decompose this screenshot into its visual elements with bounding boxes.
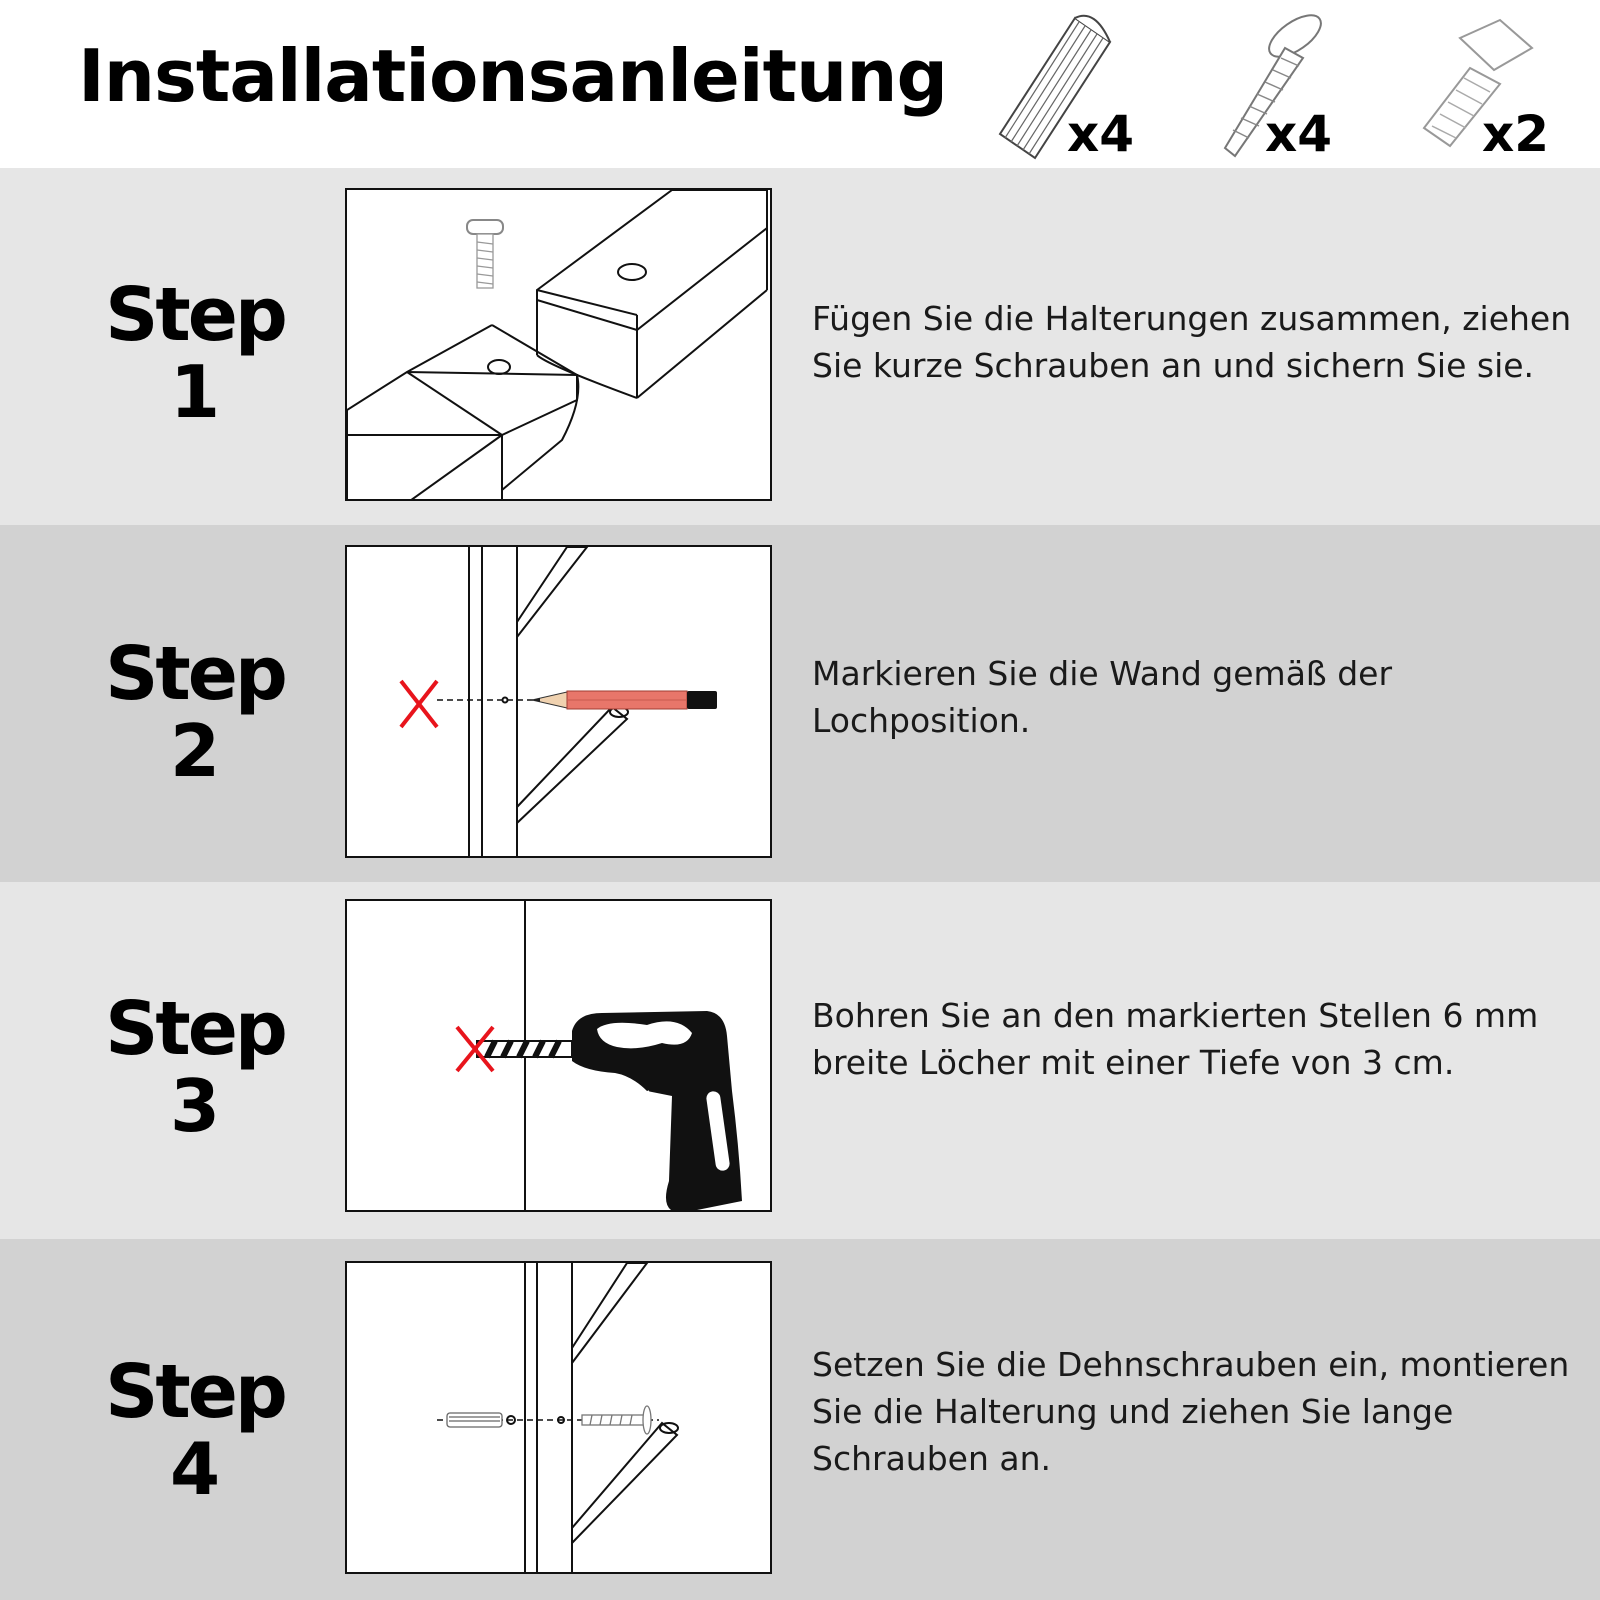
step-4-row <box>0 1239 1600 1600</box>
step-2-text: Markieren Sie die Wand gemäß der Lochposition. <box>812 654 1393 740</box>
parts-qty-wall-plug: x4 <box>1067 105 1135 163</box>
step-3-illustration <box>345 899 772 1212</box>
step-word: Step <box>105 272 285 358</box>
step-number: 3 <box>169 1064 221 1148</box>
step-1-text: Fügen Sie die Halterungen zusammen, ziehen Sie kurze Schrauben an und sichern Sie sie. <box>812 299 1572 385</box>
step-4-label <box>105 1349 285 1511</box>
parts-item-wall-plug <box>995 8 1145 163</box>
step-number: 2 <box>169 709 221 793</box>
parts-item-short-screw <box>1420 8 1570 163</box>
step-3-row <box>0 882 1600 1239</box>
step-1-illustration <box>345 188 772 501</box>
step-2-label <box>105 631 285 793</box>
step-3-label <box>105 986 285 1148</box>
header <box>0 0 1600 168</box>
bracket-assembly-icon <box>347 190 772 501</box>
step-2-row <box>0 525 1600 882</box>
parts-qty-long-screw: x4 <box>1265 105 1333 163</box>
page-title: Installationsanleitung <box>78 34 948 118</box>
step-3-text: Bohren Sie an den markierten Stellen 6 mm breite Löcher mit einer Tiefe von 3 cm. <box>812 996 1539 1082</box>
step-word: Step <box>105 986 285 1072</box>
step-1-row <box>0 168 1600 525</box>
parts-qty-short-screw: x2 <box>1482 105 1550 163</box>
step-number: 4 <box>169 1427 221 1511</box>
mark-wall-icon <box>347 547 772 858</box>
mount-bracket-icon <box>347 1263 772 1574</box>
parts-item-long-screw <box>1215 8 1365 163</box>
step-word: Step <box>105 1349 285 1435</box>
step-4-text: Setzen Sie die Dehnschrauben ein, montieren Sie die Halterung und ziehen Sie lange Schrauben an. <box>812 1345 1570 1478</box>
step-1-label <box>105 272 285 434</box>
step-word: Step <box>105 631 285 717</box>
drill-icon <box>347 901 772 1212</box>
step-number: 1 <box>169 350 221 434</box>
step-2-illustration <box>345 545 772 858</box>
step-4-illustration <box>345 1261 772 1574</box>
